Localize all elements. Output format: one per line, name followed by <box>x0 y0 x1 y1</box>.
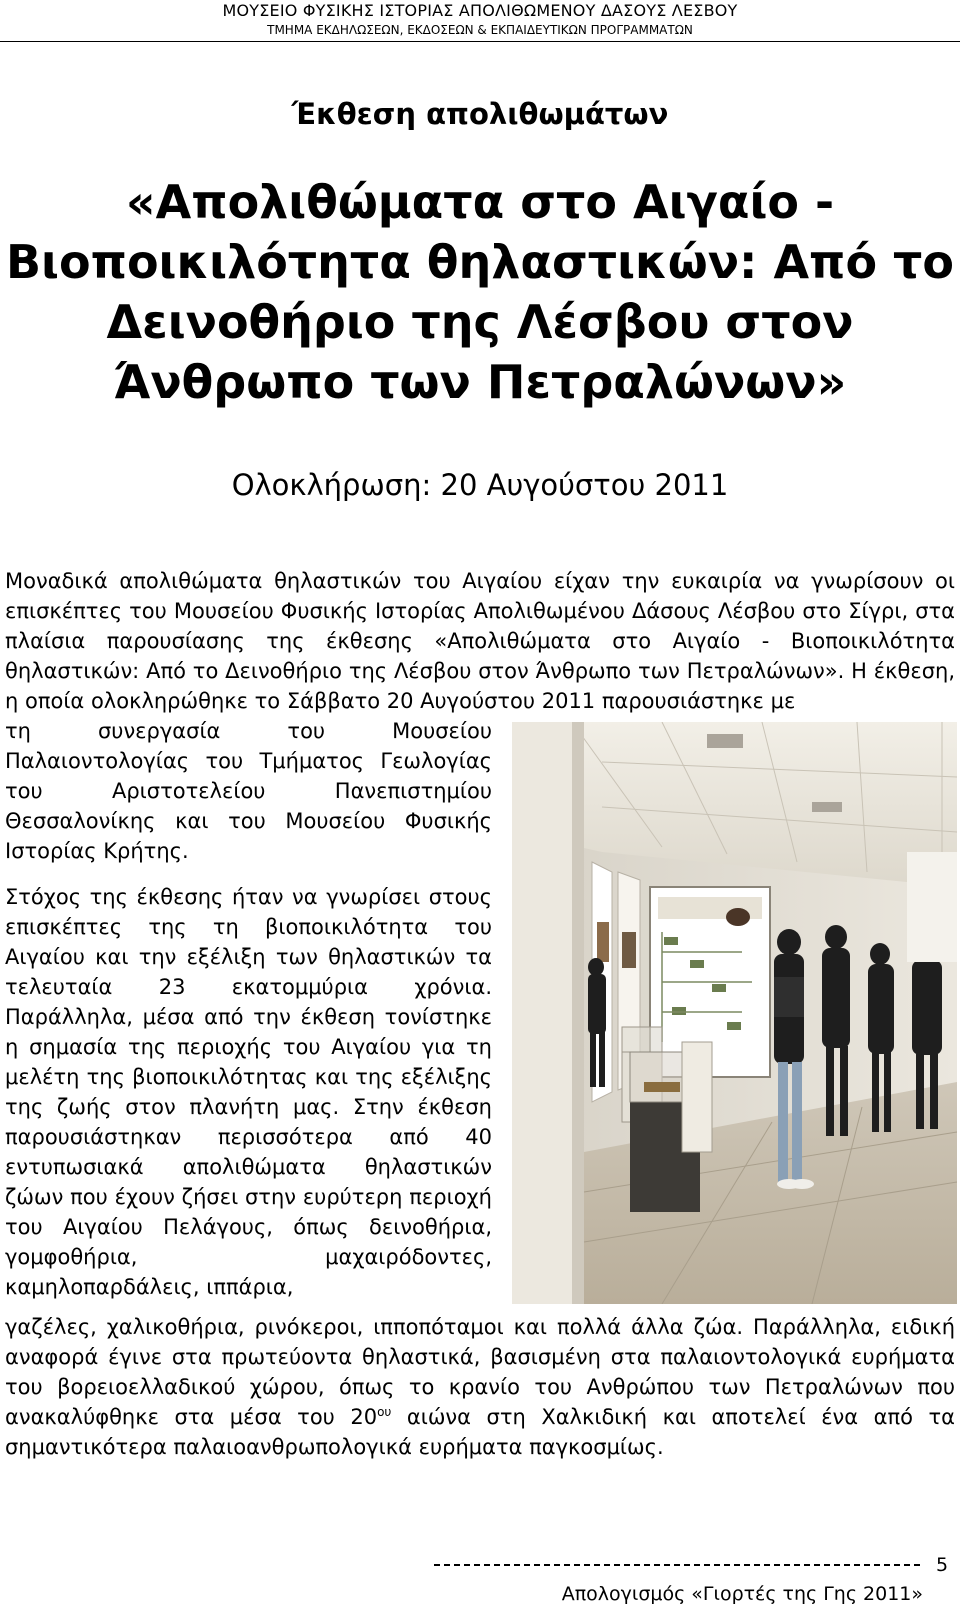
article-kicker: Έκθεση απολιθωμάτων <box>291 97 669 131</box>
title-line: «Απολιθώματα στο Αιγαίο - <box>125 175 835 229</box>
paragraph-4-text: γαζέλες, χαλικοθήρια, ρινόκεροι, ιπποπόταμοι και πολλά άλλα ζώα. Παράλληλα, ειδική αναφορά έγινε στα πρωτεύοντα θηλαστικά, βασισμένη στα παλαιοντολογικά ευρήματα του βορειοελλαδικού χώρου, όπως το κρανίο του Ανθρώπου των Πετραλώνων που ανακαλύφθηκε στα μέσα του 20 <box>5 1315 955 1429</box>
article-title <box>0 172 960 412</box>
exhibition-photo <box>512 722 957 1304</box>
header-divider <box>0 41 960 42</box>
footer-caption: Απολογισμός «Γιορτές της Γης 2011» <box>561 1583 923 1605</box>
museum-name: ΜΟΥΣΕΙΟ ΦΥΣΙΚΗΣ ΙΣΤΟΡΙΑΣ ΑΠΟΛΙΘΩΜΕΝΟΥ ΔΑΣΟΥΣ ΛΕΣΒΟΥ <box>222 1 738 20</box>
footer-divider <box>434 1564 920 1566</box>
completion-date: Ολοκλήρωση: 20 Αυγούστου 2011 <box>231 468 729 502</box>
body-paragraph-2: τη συνεργασία του Μουσείου Παλαιοντολογίας του Τμήματος Γεωλογίας του Αριστοτελείου Πανεπιστημίου Θεσσαλονίκης και του Μουσείου Φυσικής Ιστορίας Κρήτης. <box>5 719 492 863</box>
paragraph-4-text-end: αιώνα στη Χαλκιδική και αποτελεί ένα από τα σημαντικότερα παλαιοανθρωπολογικά ευρήματα παγκοσμίως. <box>5 1405 955 1459</box>
body-paragraph-3: Στόχος της έκθεσης ήταν να γνωρίσει στους επισκέπτες της τη βιοποικιλότητα του Αιγαίου και την εξέλιξη των θηλαστικών τα τελευταία 23 εκατομμύρια χρόνια. Παράλληλα, μέσα από την έκθεση τονίστηκε η σημασία της περιοχής του Αιγαίου για τη μελέτη της βιοποικιλότητας και της εξέλιξης της ζωής στον πλανήτη μας. Στην έκθεση παρουσιάστηκαν περισσότερα από 40 εντυπωσιακά απολιθώματα θηλαστικών ζώων που έχουν ζήσει στην ευρύτερη περιοχή του Αιγαίου Πελάγους, όπως δεινοθήρια, γομφοθήρια, μαχαιρόδοντες, καμηλοπαρδάλεις, ιππάρια, <box>5 885 492 1299</box>
title-line: Βιοποικιλότητα θηλαστικών: Από το <box>5 235 955 289</box>
department-name: ΤΜΗΜΑ ΕΚΔΗΛΩΣΕΩΝ, ΕΚΔΟΣΕΩΝ & ΕΚΠΑΙΔΕΥΤΙΚΩΝ ΠΡΟΓΡΑΜΜΑΤΩΝ <box>267 23 693 37</box>
body-paragraph-1: Μοναδικά απολιθώματα θηλαστικών του Αιγαίου είχαν την ευκαιρία να γνωρίσουν οι επισκέπτες του Μουσείου Φυσικής Ιστορίας Απολιθωμένου Δάσους Λέσβου στο Σίγρι, στα πλαίσια παρουσίασης της έκθεσης «Απολιθώματα στο Αιγαίο - Βιοποικιλότητα θηλαστικών: Από το Δεινοθήριο της Λέσβου στον Άνθρωπο των Πετραλώνων». Η έκθεση, η οποία ολοκληρώθηκε το Σάββατο 20 Αυγούστου 2011 παρουσιάστηκε με <box>5 569 955 713</box>
title-line: Δεινοθήριο της Λέσβου στον <box>106 295 854 349</box>
page-header <box>0 0 960 38</box>
title-line: Άνθρωπο των Πετραλώνων» <box>113 355 847 409</box>
page-number: 5 <box>936 1554 949 1576</box>
body-paragraph-4 <box>5 1312 955 1462</box>
ordinal-superscript: ου <box>377 1405 392 1419</box>
